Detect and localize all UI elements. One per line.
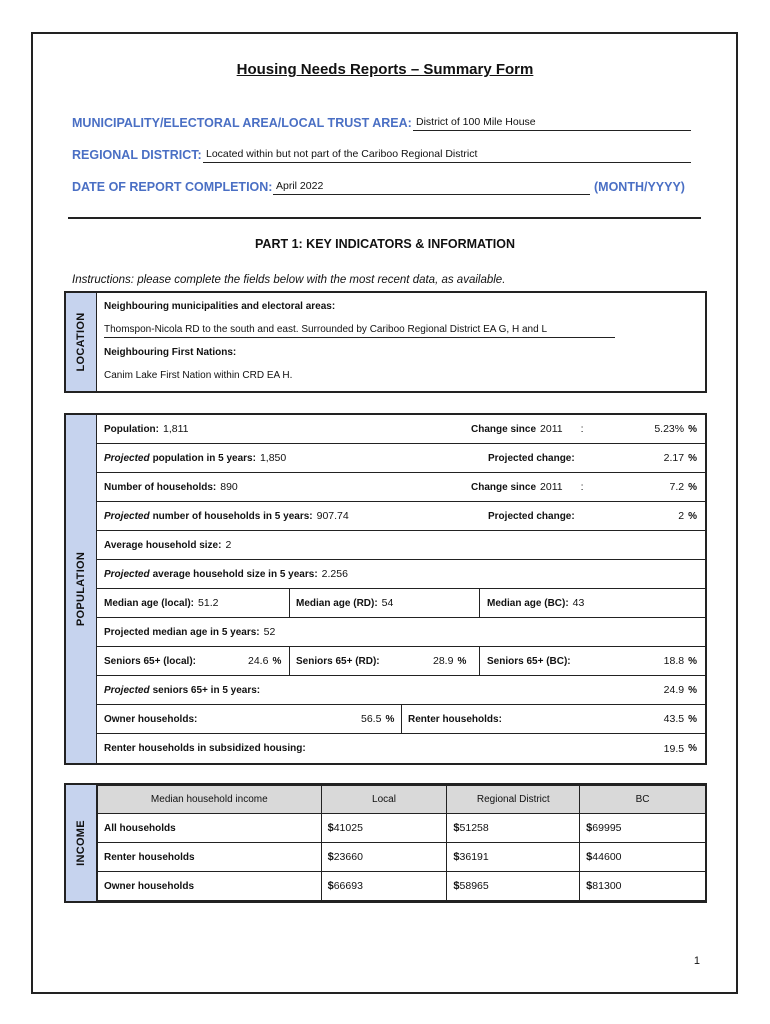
average-household-size-label: Average household size: [104, 539, 222, 551]
column-header: Local [321, 786, 447, 814]
average-household-size-field[interactable]: 2 [225, 539, 232, 551]
row-label: Renter households [98, 843, 322, 872]
percent-sign: % [688, 510, 697, 522]
percent-sign: % [688, 743, 697, 754]
households-change-year[interactable]: 2011 [540, 481, 563, 493]
seniors-rd-label: Seniors 65+ (RD): [296, 655, 380, 667]
income-cell-bc[interactable]: $81300 [580, 872, 706, 901]
population-change-field[interactable]: 5.23% [654, 423, 685, 435]
households-change-field[interactable]: 7.2 [669, 481, 685, 493]
renter-households-field[interactable]: 43.5 [663, 713, 685, 725]
households-field[interactable]: 890 [220, 481, 238, 493]
percent-sign: % [457, 655, 467, 667]
percent-sign: % [688, 423, 697, 435]
income-row-all [98, 814, 706, 843]
median-age-row [97, 589, 705, 618]
projected-word: Projected [104, 452, 150, 464]
neighbouring-areas-label: Neighbouring municipalities and electoral areas: [104, 301, 336, 312]
income-row-owner [98, 872, 706, 901]
income-cell-local[interactable]: $41025 [321, 814, 447, 843]
seniors-local-label: Seniors 65+ (local): [104, 655, 196, 667]
median-age-local-field[interactable]: 51.2 [198, 597, 219, 609]
percent-sign: % [385, 713, 395, 725]
municipality-label: MUNICIPALITY/ELECTORAL AREA/LOCAL TRUST AREA: [72, 116, 412, 130]
date-label: DATE OF REPORT COMPLETION: [72, 180, 273, 194]
owner-households-field[interactable]: 56.5 [361, 713, 382, 725]
form-title: Housing Needs Reports – Summary Form [236, 61, 534, 78]
income-cell-bc[interactable]: $44600 [580, 843, 706, 872]
percent-sign: % [272, 655, 282, 667]
median-age-local-label: Median age (local): [104, 597, 195, 609]
projected-seniors-field[interactable]: 24.9 [663, 684, 685, 696]
seniors-rd-field[interactable]: 28.9 [433, 655, 454, 667]
projected-population-label: population in 5 years: [152, 452, 256, 464]
row-label: All households [98, 814, 322, 843]
column-header: Median household income [98, 786, 322, 814]
column-header: Regional District [447, 786, 580, 814]
part-title: PART 1: KEY INDICATORS & INFORMATION [255, 237, 515, 251]
population-side-label: POPULATION [66, 415, 97, 763]
projected-households-label: number of households in 5 years: [152, 510, 313, 522]
tenure-row [97, 705, 705, 734]
projected-household-size-label: average household size in 5 years: [152, 568, 318, 580]
income-cell-bc[interactable]: $69995 [580, 814, 706, 843]
change-since-label: Change since [471, 481, 537, 493]
income-table [97, 785, 706, 901]
projected-population-field[interactable]: 1,850 [259, 452, 287, 464]
households-row [97, 473, 705, 502]
households-label: Number of households: [104, 481, 217, 493]
percent-sign: % [688, 713, 697, 725]
income-cell-local[interactable]: $66693 [321, 872, 447, 901]
first-nations-label: Neighbouring First Nations: [104, 347, 237, 358]
percent-sign: % [688, 655, 697, 667]
percent-sign: % [688, 684, 697, 696]
colon: : [580, 481, 584, 493]
projected-median-age-field[interactable]: 52 [263, 626, 276, 638]
seniors-local-field[interactable]: 24.6 [248, 655, 269, 667]
regional-district-label: REGIONAL DISTRICT: [72, 148, 202, 162]
projected-word: Projected [104, 684, 150, 696]
projected-word: Projected [104, 510, 150, 522]
owner-households-label: Owner households: [104, 713, 198, 725]
date-format-hint: (MONTH/YYYY) [594, 180, 685, 194]
projected-seniors-row [97, 676, 705, 705]
population-section [64, 413, 707, 765]
location-side-label: LOCATION [66, 293, 97, 391]
row-label: Owner households [98, 872, 322, 901]
projected-household-size-field[interactable]: 2.256 [321, 568, 348, 580]
population-row [97, 415, 705, 444]
income-cell-local[interactable]: $23660 [321, 843, 447, 872]
projected-median-age-row [97, 618, 705, 647]
projected-change-label: Projected change: [488, 510, 575, 522]
percent-sign: % [688, 452, 697, 464]
median-age-bc-label: Median age (BC): [487, 597, 569, 609]
seniors-bc-label: Seniors 65+ (BC): [487, 655, 571, 667]
income-cell-rd[interactable]: $51258 [447, 814, 580, 843]
projected-household-size-row [97, 560, 705, 589]
first-nations-field[interactable]: Canim Lake First Nation within CRD EA H. [104, 370, 293, 381]
page-number: 1 [693, 955, 700, 967]
location-section [64, 291, 707, 393]
regional-district-field[interactable]: Located within but not part of the Cariboo Regional District [203, 148, 691, 163]
income-row-renter [98, 843, 706, 872]
change-since-year[interactable]: 2011 [540, 423, 563, 435]
neighbouring-areas-field[interactable]: Thomspon-Nicola RD to the south and east. Surrounded by Cariboo Regional District EA G, H and L [104, 324, 615, 338]
income-section [64, 783, 707, 903]
projected-households-field[interactable]: 907.74 [316, 510, 349, 522]
income-table-header [98, 786, 706, 814]
colon: : [580, 423, 584, 435]
seniors-row [97, 647, 705, 676]
column-header: BC [580, 786, 706, 814]
projected-population-change-field[interactable]: 2.17 [663, 452, 685, 464]
subsidized-housing-field[interactable]: 19.5 [663, 742, 685, 755]
renter-households-label: Renter households: [408, 713, 502, 725]
projected-word: Projected [104, 568, 150, 580]
municipality-field[interactable]: District of 100 Mile House [413, 116, 691, 131]
change-since-label: Change since [471, 423, 537, 435]
instructions: Instructions: please complete the fields below with the most recent data, as available. [72, 274, 506, 286]
divider [68, 217, 701, 219]
date-field[interactable]: April 2022 [273, 180, 590, 195]
subsidized-housing-row [97, 734, 705, 763]
seniors-bc-field[interactable]: 18.8 [663, 655, 685, 667]
projected-households-row [97, 502, 705, 531]
income-cell-rd[interactable]: $36191 [447, 843, 580, 872]
projected-median-age-label: Projected median age in 5 years: [104, 626, 260, 638]
projected-change-label: Projected change: [488, 452, 575, 464]
subsidized-housing-label: Renter households in subsidized housing: [104, 743, 306, 754]
income-side-label: INCOME [66, 785, 97, 901]
percent-sign: % [688, 481, 697, 493]
income-cell-rd[interactable]: $58965 [447, 872, 580, 901]
population-label: Population: [104, 423, 159, 435]
median-age-bc-field[interactable]: 43 [572, 597, 585, 609]
projected-households-change-field[interactable]: 2 [678, 510, 685, 522]
average-household-size-row [97, 531, 705, 560]
population-field[interactable]: 1,811 [163, 423, 189, 435]
projected-population-row [97, 444, 705, 473]
median-age-rd-label: Median age (RD): [296, 597, 378, 609]
median-age-rd-field[interactable]: 54 [381, 597, 394, 609]
projected-seniors-label: seniors 65+ in 5 years: [152, 684, 261, 696]
